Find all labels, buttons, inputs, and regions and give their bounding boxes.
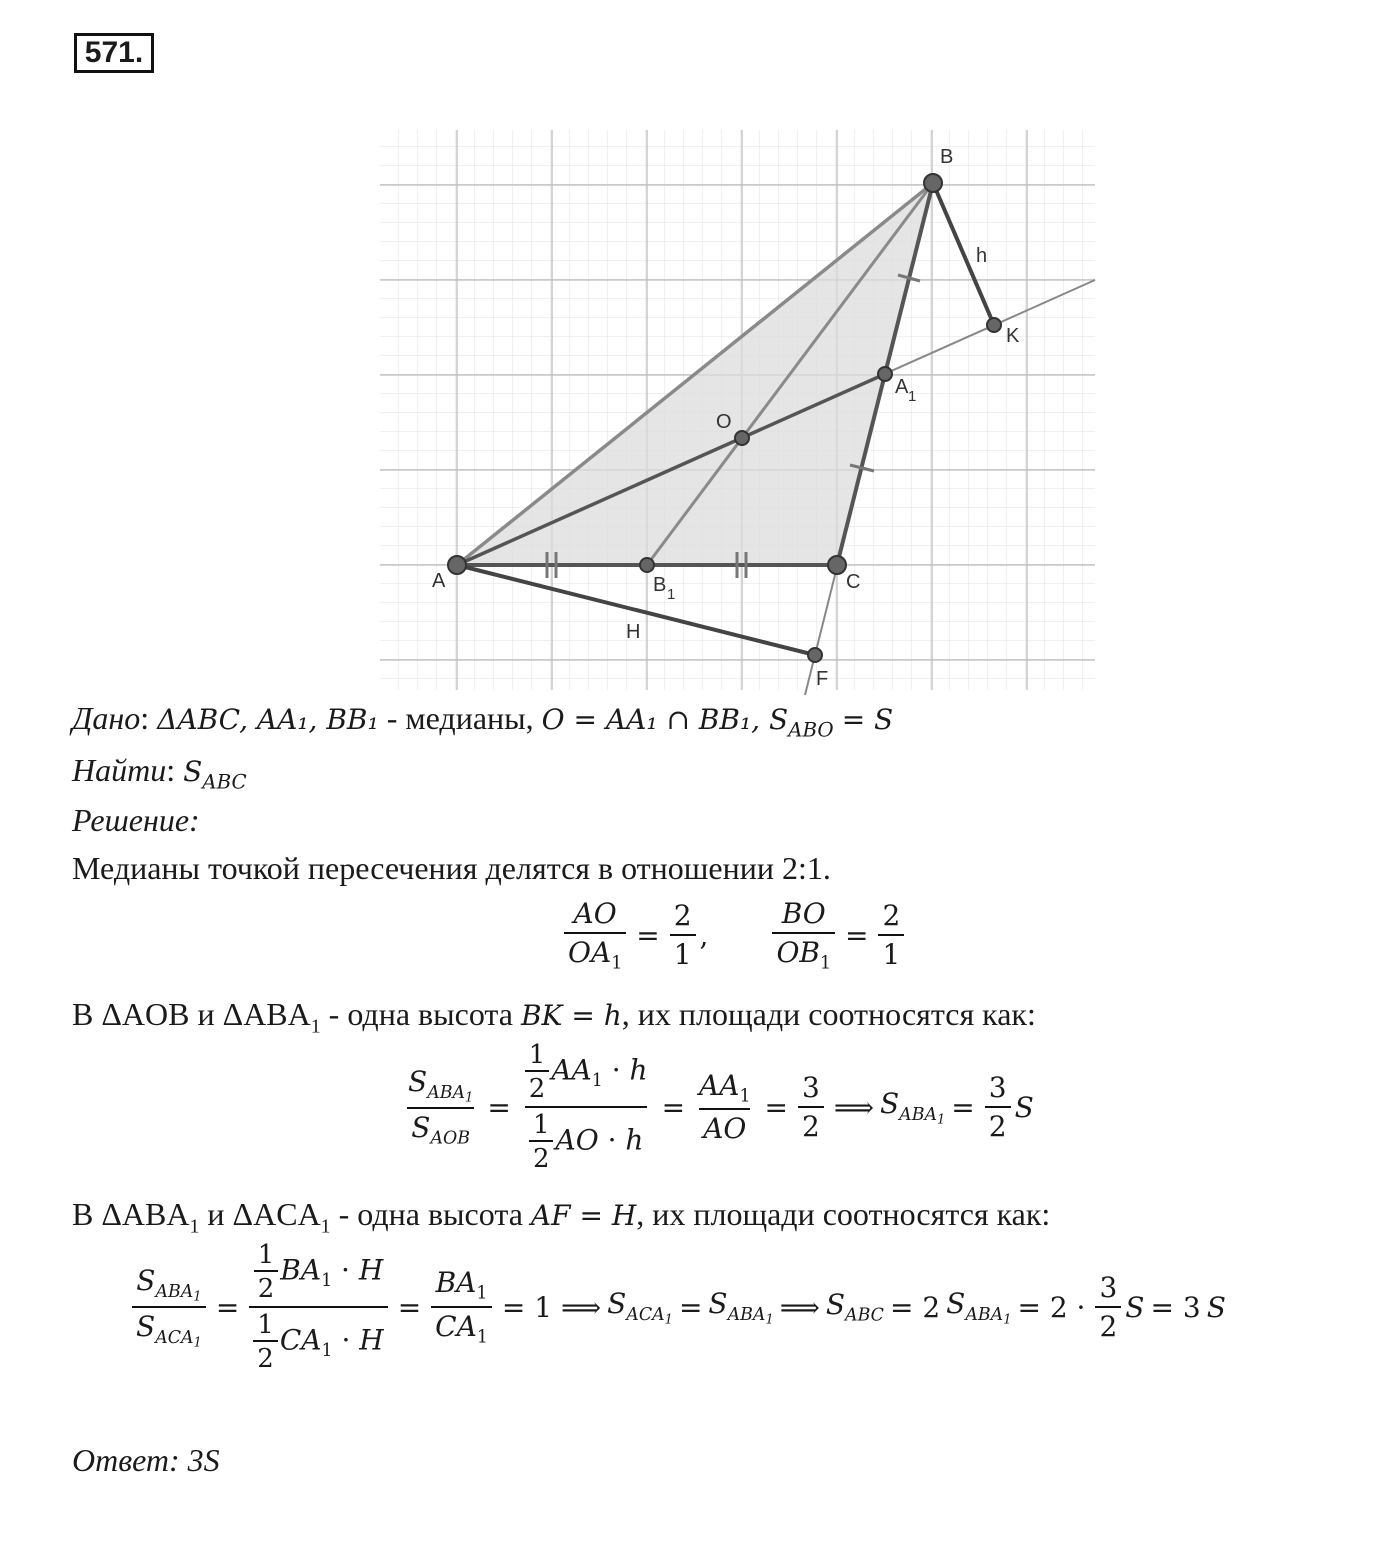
point-f <box>808 648 822 662</box>
label-o: O <box>716 411 732 433</box>
problem-number: 571. <box>74 33 154 73</box>
point-b <box>924 174 942 192</box>
label-b: B <box>940 146 954 168</box>
point-o <box>735 431 749 445</box>
point-c <box>828 556 846 574</box>
given-medians: - медианы, <box>386 700 534 736</box>
find-line: Найти: $S_{ABC}$ <box>72 752 247 794</box>
label-h: h <box>976 245 988 267</box>
label-f: F <box>816 668 829 690</box>
label-b1-sub: 1 <box>667 586 676 603</box>
label-a1-sub: 1 <box>908 388 917 405</box>
label-a1: A <box>895 376 909 398</box>
point-a <box>448 556 466 574</box>
given-rest: O = AA₁ ∩ BB₁, S <box>541 703 789 736</box>
ratio-equations: $\frac{AO}{OA_1}$ = $\frac{2}{1}$ , $\frac{BO}{OB_1}$ = $\frac{2}{1}$ <box>560 897 908 974</box>
solution-label: Решение: <box>72 802 200 838</box>
area-ratio-equation-2: $\frac{S_{ABA1}}{S_{ACA1}}$ = $\frac{1}{2}$ $BA_1 \cdot H$ $\frac{1}{2}$ $CA_1 \cdot H$ = $\frac{BA_1}{CA_1}$ = 1 ⟹ $S_{ACA1}$ = $S_{ABA1}$ ⟹ $S_{ABC}$ = 2 $S_{ABA1}$ = 2 · $\frac{3}{2}$ S = 3 S <box>128 1240 1226 1374</box>
label-big-h: H <box>626 621 641 643</box>
label-b1: B <box>653 574 667 596</box>
text-aob-aba1: В ΔAOB и $\Delta ABA_1$ - одна высота BK = h, их площади соотносятся как: <box>72 996 1036 1038</box>
point-a1 <box>878 367 892 381</box>
triangle-figure <box>380 125 1100 695</box>
point-b1 <box>640 558 654 572</box>
text-aba1-aca1: В $\Delta ABA_1$ и $\Delta ACA_1$ - одна высота AF = H, их площади соотносятся как: <box>72 1196 1051 1238</box>
medians-text: Медианы точкой пересечения делятся в отношении 2:1. <box>72 850 831 886</box>
given-expr: ΔABC, AA₁, BB₁ <box>157 703 379 736</box>
label-a: A <box>432 570 446 592</box>
point-k <box>987 318 1001 332</box>
label-c: C <box>846 571 861 593</box>
given-line: Дано: ΔABC, AA₁, BB₁ - медианы, O = AA₁ ∩ BB₁, $S_{ABO} = S$ <box>72 700 894 742</box>
answer: Ответ: 3S <box>72 1442 220 1478</box>
area-ratio-equation-1: $\frac{S_{ABA1}}{S_{AOB}}$ = $\frac{1}{2}$ $AA_1 \cdot h$ $\frac{1}{2}$ AO · h = $\frac{AA_1}{AO}$ = $\frac{3}{2}$ ⟹ $S_{ABA1}$ = $\frac{3}{2}$ S <box>408 1040 1034 1174</box>
label-k: K <box>1006 325 1020 347</box>
